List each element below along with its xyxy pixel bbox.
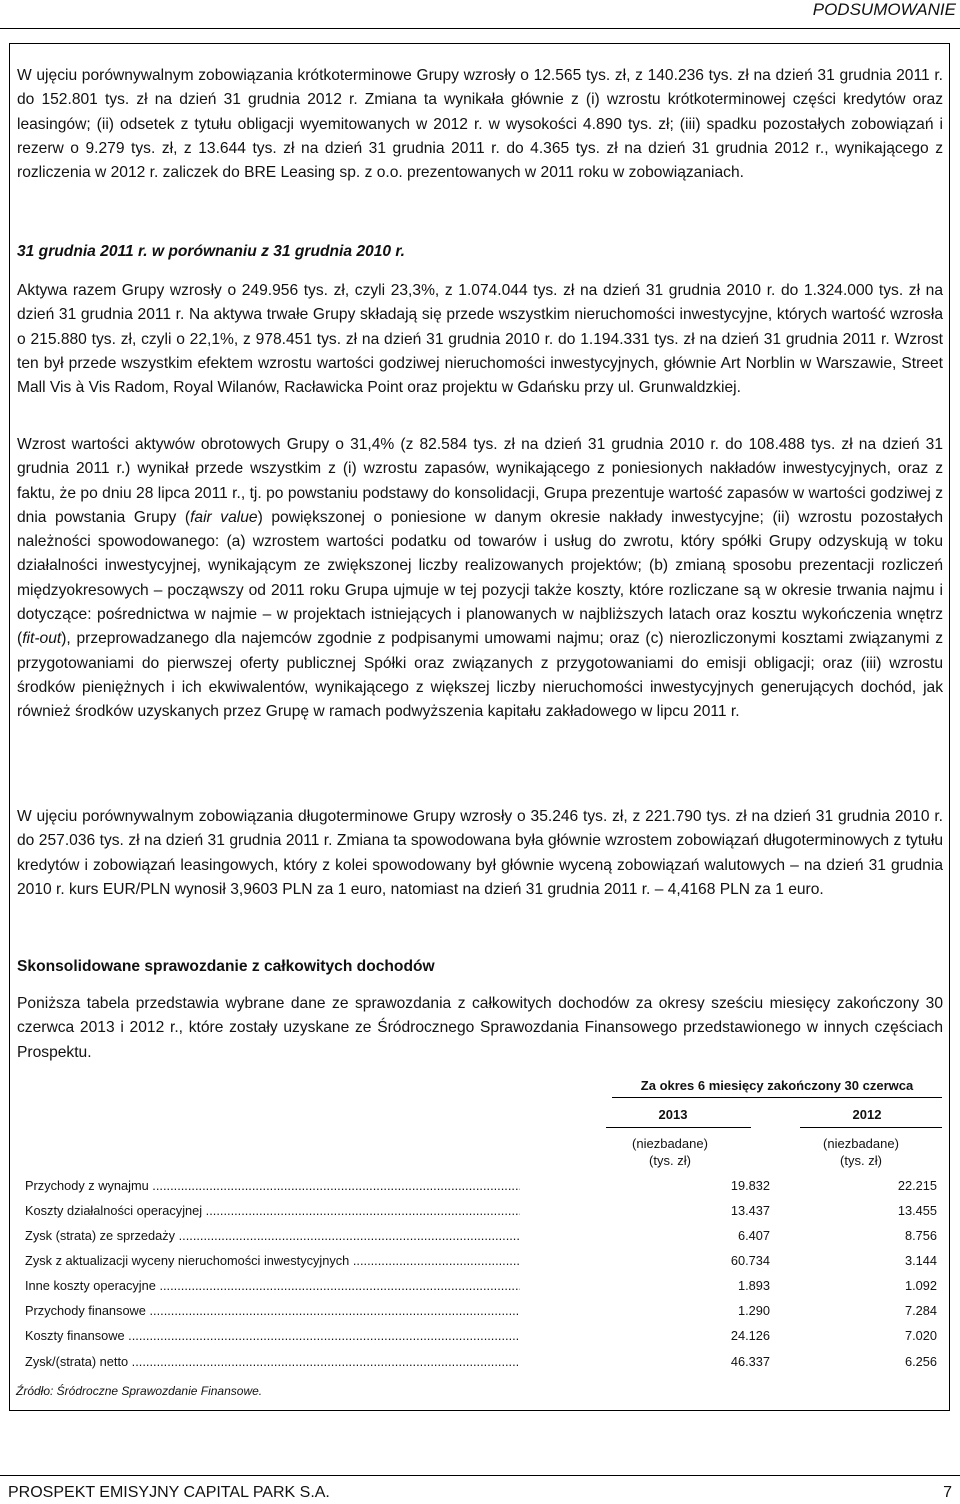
- page-number: 7: [943, 1484, 952, 1501]
- row-value-2012: 6.256: [904, 1354, 937, 1369]
- table-row: [25, 1354, 937, 1376]
- col-2013-subheader: [600, 1135, 740, 1169]
- row-label: Przychody z wynajmu .....: [25, 1178, 520, 1193]
- section-heading-2011: 31 grudnia 2011 r. w porównaniu z 31 grudnia 2010 r.: [17, 243, 405, 260]
- paragraph-total-assets: Aktywa razem Grupy wzrosły o 249.956 tys. zł, czyli 23,3%, z 1.074.044 tys. zł na dzień 31 grudnia 2010 r. do 1.324.000 tys. zł na dzień 31 grudnia 2011 r. Na aktywa trwałe Grupy składają się przede wszystkim nieruchomości inwestycyjne, których wartość wzrosła o 215.880 tys. zł, czyli o 22,1%, z 978.451 tys. zł na dzień 31 grudnia 2010 r. do 1.194.331 tys. zł na dzień 31 grudnia 2011 r. Wzrost ten był przede wszystkim efektem wzrostu wartości godziwej nieruchomości inwestycyjnych, głównie Art Norblin w Warszawie, Street Mall Vis à Vis Radom, Royal Wilanów, Racławicka Point oraz projektu w Gdańsku przy ul. Grunwaldzkiej.: [17, 282, 943, 397]
- section-heading-income: Skonsolidowane sprawozdanie z całkowitych dochodów: [17, 958, 435, 975]
- table-row: [25, 1303, 937, 1325]
- table-row: [25, 1328, 937, 1350]
- row-label: Koszty finansowe .....: [25, 1328, 520, 1343]
- p3-fit-out: fit-out: [22, 630, 62, 648]
- paragraph-current-assets: [17, 433, 943, 725]
- paragraph-table-intro: Poniższa tabela przedstawia wybrane dane ze sprawozdania z całkowitych dochodów za okresy sześciu miesięcy zakończony 30 czerwca 2013 i 2012 r., które zostały uzyskane ze Śródrocznego Sprawozdania Finansowego przedstawionego w innych częściach Prospektu.: [17, 995, 943, 1061]
- row-label: Inne koszty operacyjne .....: [25, 1278, 520, 1293]
- row-value-2012: 3.144: [904, 1253, 937, 1268]
- table-row: [25, 1253, 937, 1275]
- row-label: Zysk z aktualizacji wyceny nieruchomości inwestycyjnych .....: [25, 1253, 520, 1268]
- paragraph-long-term-liabilities: W ujęciu porównywalnym zobowiązania długoterminowe Grupy wzrosły o 35.246 tys. zł, z 221.790 tys. zł na dzień 31 grudnia 2010 r. do 257.036 tys. zł na dzień 31 grudnia 2011 r. Zmiana ta spowodowana była głównie wzrostem zobowiązań długoterminowych z tytułu kredytów i zobowiązań leasingowych, który z kolei spowodowany był głównie wyceną zobowiązań walutowych – na dzień 31 grudnia 2010 r. kurs EUR/PLN wynosił 3,9603 PLN za 1 euro, natomiast na dzień 31 grudnia 2011 r. – 4,4168 PLN za 1 euro.: [17, 808, 943, 898]
- row-value-2012: 7.020: [904, 1328, 937, 1343]
- row-label: Zysk (strata) ze sprzedaży .....: [25, 1228, 520, 1243]
- row-label: Zysk/(strata) netto .....: [25, 1354, 520, 1369]
- table-row: [25, 1178, 937, 1200]
- col-2012-unit: (tys. zł): [840, 1153, 882, 1168]
- col-2012-audit-note: (niezbadane): [823, 1136, 899, 1151]
- col-2012-rule: [800, 1127, 942, 1128]
- row-value-2012: 8.756: [904, 1228, 937, 1243]
- row-label: Przychody finansowe .....: [25, 1303, 520, 1318]
- col-2012-header: 2012: [852, 1107, 882, 1122]
- header-divider: [0, 28, 960, 29]
- row-value-2013: 19.832: [730, 1178, 770, 1193]
- row-value-2013: 13.437: [730, 1203, 770, 1218]
- row-label: Koszty działalności operacyjnej .....: [25, 1203, 520, 1218]
- col-2013-audit-note: (niezbadane): [632, 1136, 708, 1151]
- footer-document-title: PROSPEKT EMISYJNY CAPITAL PARK S.A.: [8, 1484, 330, 1501]
- p3-part-b: ) powiększonej o poniesione w danym okresie nakłady inwestycyjne; (ii) wzrostu pozostałych należności spowodowanego: (a) wzrostem wartości podatku od towarów i usług do zwrotu, który spółki Grupy odzyskują w toku działalności inwestycyjnej, wynikającym ze zwiększonej liczby realizowanych projektów; (b) zmianą sposobu prezentacji rozliczeń międzyokresowych – począwszy od 2011 roku Grupa ujmuje w tej pozycji także koszty, które rozliczane są w okresie trwania najmu i dotyczące: pośrednictwa w najmie – w projektach istniejących i planowanych w najbliższych latach oraz kosztu wykończenia wnętrz (: [17, 508, 943, 648]
- table-row: [25, 1203, 937, 1225]
- row-value-2013: 60.734: [730, 1253, 770, 1268]
- table-row: [25, 1278, 937, 1300]
- row-value-2013: 1.290: [737, 1303, 770, 1318]
- p3-part-a: Wzrost wartości aktywów obrotowych Grupy o 31,4% (z 82.584 tys. zł na dzień 31 grudnia 2010 r. do 108.488 tys. zł na dzień 31 grudnia 2011 r.) wynikał przede wszystkim z (i) wzrostu zapasów, wynikającego z poniesionych nakładów inwestycyjnych, oraz z faktu, że po dniu 28 lipca 2011 r., tj. po powstaniu podstawy do konsolidacji, Grupa prezentuje wartość zapasów w wartości godziwej z dnia powstania Grupy (: [17, 436, 943, 526]
- row-value-2012: 1.092: [904, 1278, 937, 1293]
- col-2013-header: 2013: [658, 1107, 688, 1122]
- row-value-2013: 46.337: [730, 1354, 770, 1369]
- p3-fair-value: fair value: [190, 508, 258, 526]
- row-value-2013: 6.407: [737, 1228, 770, 1243]
- table-source-note: Źródło: Śródroczne Sprawozdanie Finansowe.: [16, 1384, 263, 1398]
- col-2013-rule: [606, 1127, 751, 1128]
- p3-part-c: ), przeprowadzanego dla najemców zgodnie z podpisanymi umowami najmu; oraz (c) nierozliczonymi kosztami związanymi z przygotowaniami do pierwszej oferty publicznej Spółki oraz związanych z przygotowaniami do emisji obligacji; oraz (iii) wzrostu środków pieniężnych i ich ekwiwalentów, wynikającego z większej liczby nieruchomości inwestycyjnych generujących dochód, jak również środków uzyskanych przez Grupę w ramach podwyższenia kapitału zakładowego w lipcu 2011 r.: [17, 630, 943, 721]
- row-value-2012: 13.455: [897, 1203, 937, 1218]
- table-group-header: Za okres 6 miesięcy zakończony 30 czerwca: [612, 1078, 942, 1098]
- row-value-2012: 22.215: [897, 1178, 937, 1193]
- row-value-2013: 24.126: [730, 1328, 770, 1343]
- footer-divider: [0, 1475, 960, 1476]
- table-row: [25, 1228, 937, 1250]
- col-2012-subheader: [791, 1135, 931, 1169]
- row-value-2013: 1.893: [737, 1278, 770, 1293]
- section-title: PODSUMOWANIE: [812, 0, 956, 19]
- col-2013-unit: (tys. zł): [649, 1153, 691, 1168]
- paragraph-short-term-liabilities: W ujęciu porównywalnym zobowiązania krótkoterminowe Grupy wzrosły o 12.565 tys. zł, z 140.236 tys. zł na dzień 31 grudnia 2011 r. do 152.801 tys. zł na dzień 31 grudnia 2012 r. Zmiana ta wynikała głównie z (i) wzrostu krótkoterminowej części kredytów oraz leasingów; (ii) odsetek z tytułu obligacji wyemitowanych w 2012 r. w wysokości 4.890 tys. zł; (iii) spadku pozostałych zobowiązań i rezerw o 9.279 tys. zł, z 13.644 tys. zł na dzień 31 grudnia 2011 r. do 4.365 tys. zł na dzień 31 grudnia 2012 r., wynikającego z rozliczenia w 2012 r. zaliczek do BRE Leasing sp. z o.o. prezentowanych w 2011 roku w zobowiązaniach.: [17, 67, 943, 182]
- row-value-2012: 7.284: [904, 1303, 937, 1318]
